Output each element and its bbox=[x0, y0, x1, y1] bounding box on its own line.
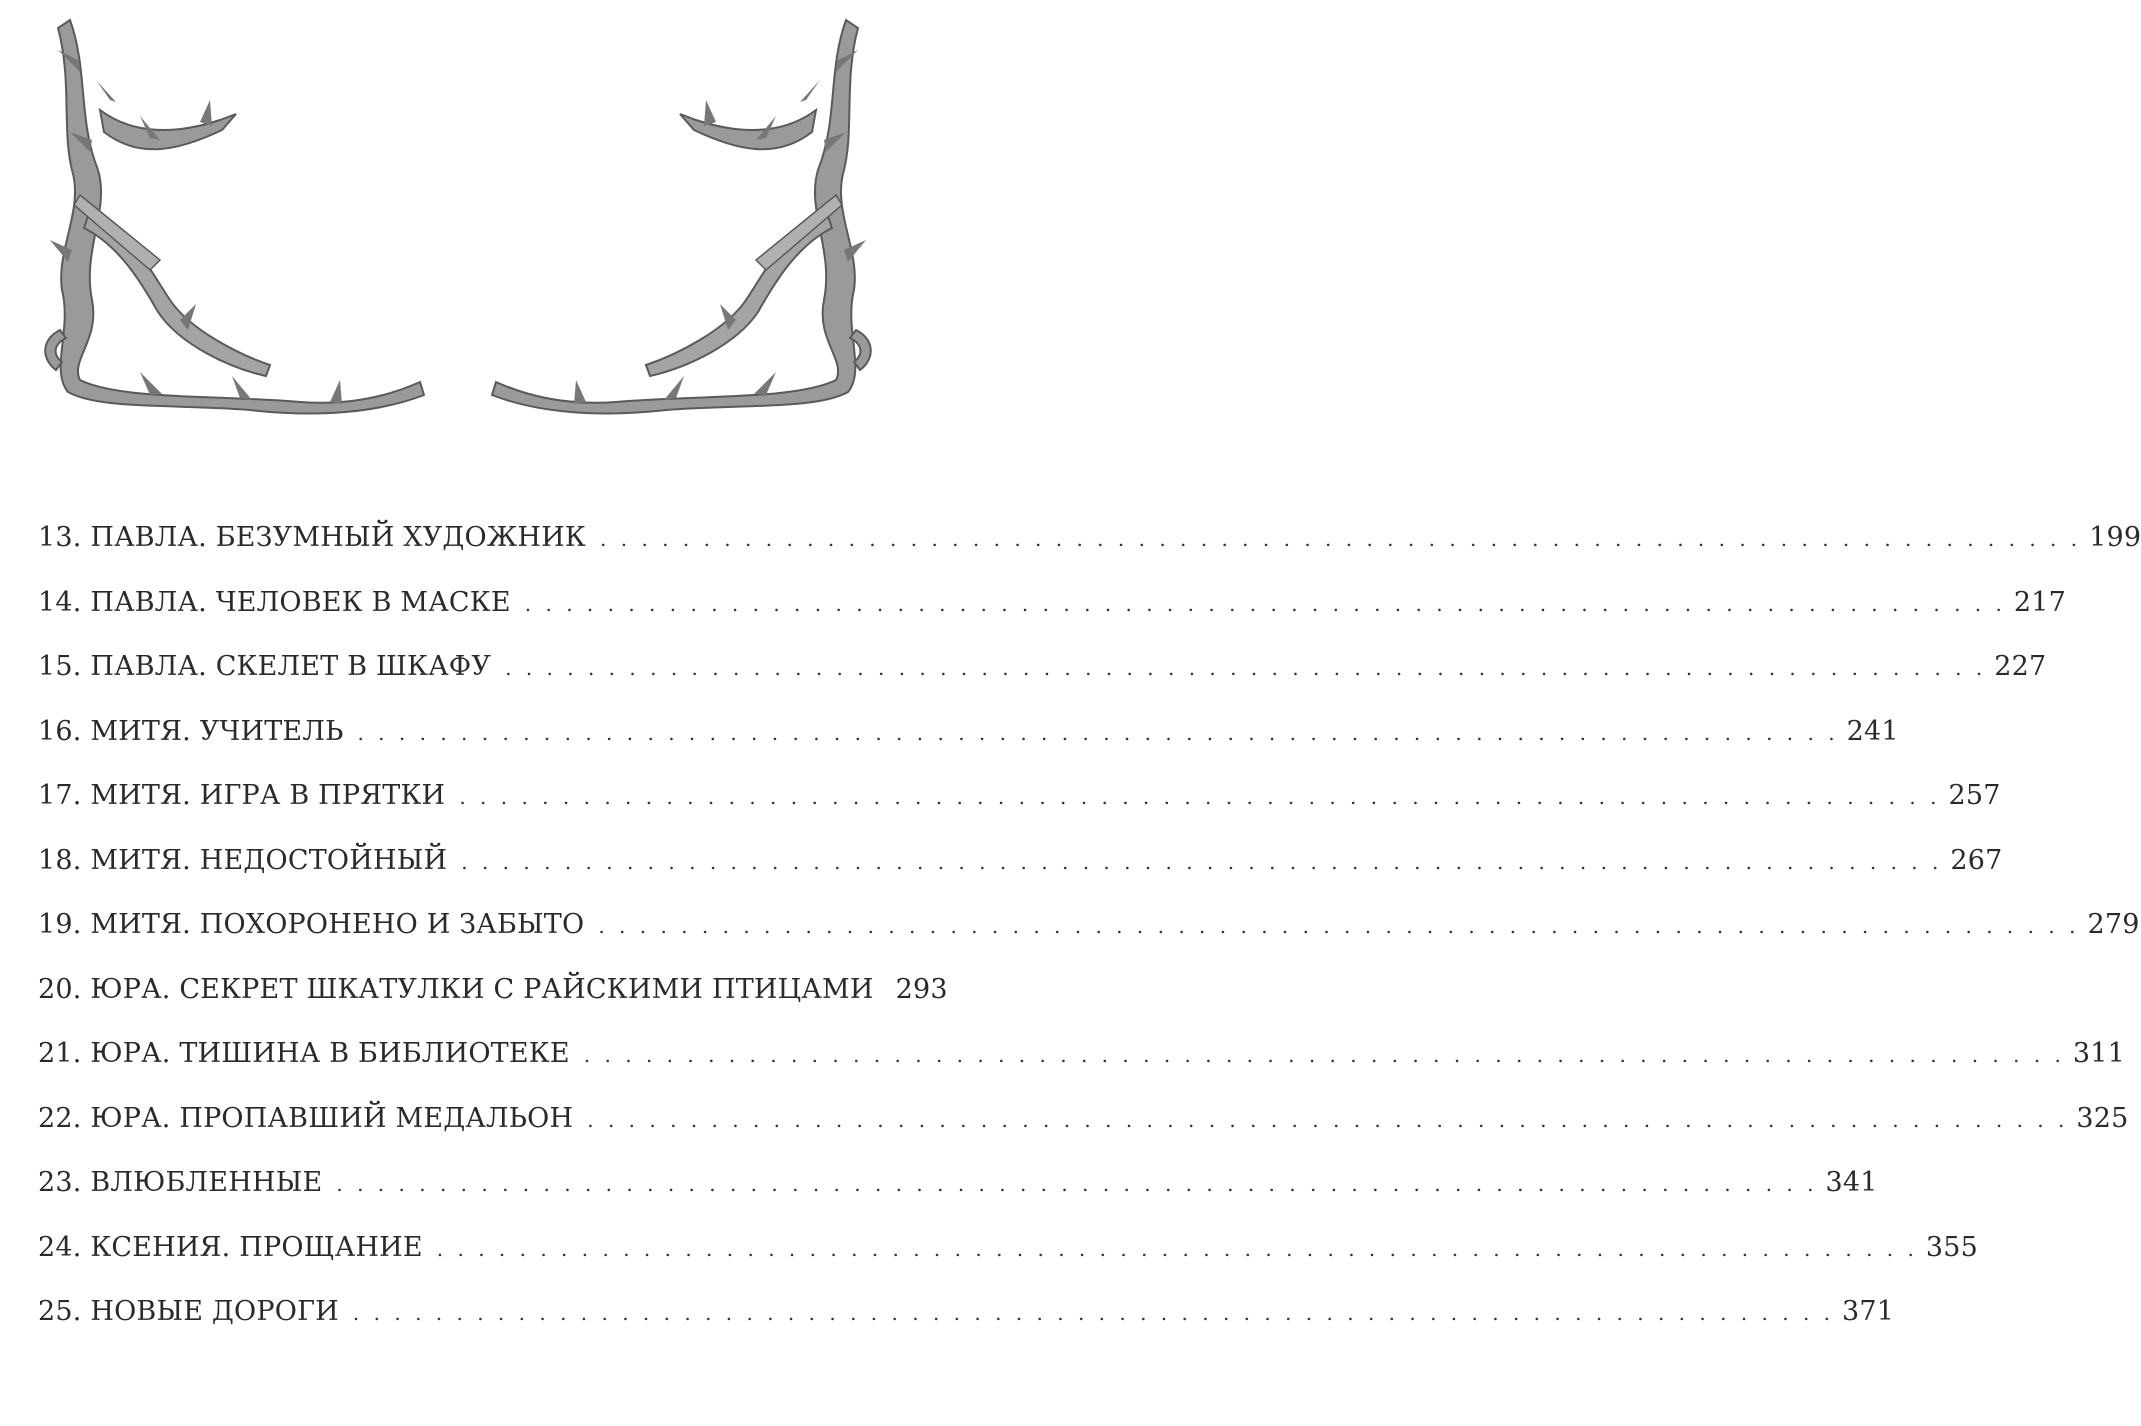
toc-leader-dots bbox=[587, 1108, 2068, 1132]
toc-entry-page: 341 bbox=[1825, 1167, 1878, 1198]
toc-entry[interactable] bbox=[38, 909, 2140, 974]
toc-leader-dots bbox=[584, 1043, 2065, 1067]
toc-entry[interactable] bbox=[38, 522, 2141, 587]
toc-leader-dots bbox=[505, 656, 1986, 680]
toc-entry-page: 267 bbox=[1950, 844, 2003, 876]
toc-entry-page: 371 bbox=[1842, 1296, 1895, 1327]
toc-entry-title: 22. ЮРА. ПРОПАВШИЙ МЕДАЛЬОН bbox=[38, 1102, 574, 1134]
toc-entry[interactable] bbox=[38, 715, 1899, 781]
toc-entry-title: 23. ВЛЮБЛЕННЫЕ bbox=[38, 1167, 323, 1198]
toc-entry-page: 279 bbox=[2087, 909, 2140, 940]
toc-entry-page: 355 bbox=[1925, 1231, 1979, 1263]
toc-entry[interactable] bbox=[38, 1167, 1878, 1232]
toc-entry-page: 217 bbox=[2013, 586, 2067, 618]
toc-entry-page: 241 bbox=[1846, 715, 1899, 747]
toc-entry-title: 17. МИТЯ. ИГРА В ПРЯТКИ bbox=[38, 780, 446, 811]
toc-leader-dots bbox=[598, 914, 2079, 938]
toc-entry-page: 311 bbox=[2072, 1038, 2126, 1069]
toc-leader-dots bbox=[525, 592, 2006, 616]
thorn-branch-icon bbox=[0, 0, 916, 440]
thorn-ornament bbox=[0, 0, 916, 440]
toc-entry-title: 24. КСЕНИЯ. ПРОЩАНИЕ bbox=[38, 1231, 423, 1263]
toc-entry-page: 257 bbox=[1948, 780, 2001, 811]
toc-entry-title: 16. МИТЯ. УЧИТЕЛЬ bbox=[38, 715, 344, 747]
toc-leader-dots bbox=[353, 1301, 1834, 1325]
right-thorn-branch-icon bbox=[492, 20, 871, 414]
toc-entry-page: 227 bbox=[1994, 651, 2047, 682]
toc-entry[interactable] bbox=[38, 586, 2067, 652]
toc-leader-dots bbox=[336, 1172, 1817, 1196]
toc-entry-title: 14. ПАВЛА. ЧЕЛОВЕК В МАСКЕ bbox=[38, 586, 511, 618]
toc-entry[interactable] bbox=[38, 1102, 2129, 1168]
toc-entry[interactable] bbox=[38, 1296, 1895, 1361]
toc-entry-page: 325 bbox=[2076, 1102, 2129, 1134]
toc-leader-dots bbox=[357, 721, 1838, 745]
table-of-contents bbox=[38, 522, 2141, 1361]
toc-leader-dots bbox=[437, 1237, 1918, 1261]
toc-entry[interactable] bbox=[38, 651, 2047, 716]
toc-entry[interactable] bbox=[38, 844, 2003, 910]
toc-leader-dots bbox=[459, 785, 1940, 809]
toc-entry[interactable] bbox=[38, 1038, 2126, 1103]
toc-entry-title: 19. МИТЯ. ПОХОРОНЕНО И ЗАБЫТО bbox=[38, 909, 585, 940]
toc-leader-dots bbox=[461, 850, 1942, 874]
toc-entry[interactable] bbox=[38, 780, 2001, 845]
toc-entry[interactable] bbox=[38, 973, 948, 1039]
toc-entry-title: 18. МИТЯ. НЕДОСТОЙНЫЙ bbox=[38, 844, 448, 876]
toc-entry-title: 13. ПАВЛА. БЕЗУМНЫЙ ХУДОЖНИК bbox=[38, 522, 587, 553]
toc-entry[interactable] bbox=[38, 1231, 1979, 1297]
toc-entry-title: 20. ЮРА. СЕКРЕТ ШКАТУЛКИ С РАЙСКИМИ ПТИЦАМИ bbox=[38, 973, 874, 1005]
left-thorn-branch-icon bbox=[45, 20, 424, 414]
toc-leader-dots bbox=[600, 527, 2081, 551]
toc-entry-title: 21. ЮРА. ТИШИНА В БИБЛИОТЕКЕ bbox=[38, 1038, 570, 1069]
toc-entry-page: 199 bbox=[2089, 522, 2141, 553]
toc-entry-title: 15. ПАВЛА. СКЕЛЕТ В ШКАФУ bbox=[38, 651, 492, 682]
toc-entry-title: 25. НОВЫЕ ДОРОГИ bbox=[38, 1296, 339, 1327]
toc-entry-page: 293 bbox=[895, 973, 948, 1005]
